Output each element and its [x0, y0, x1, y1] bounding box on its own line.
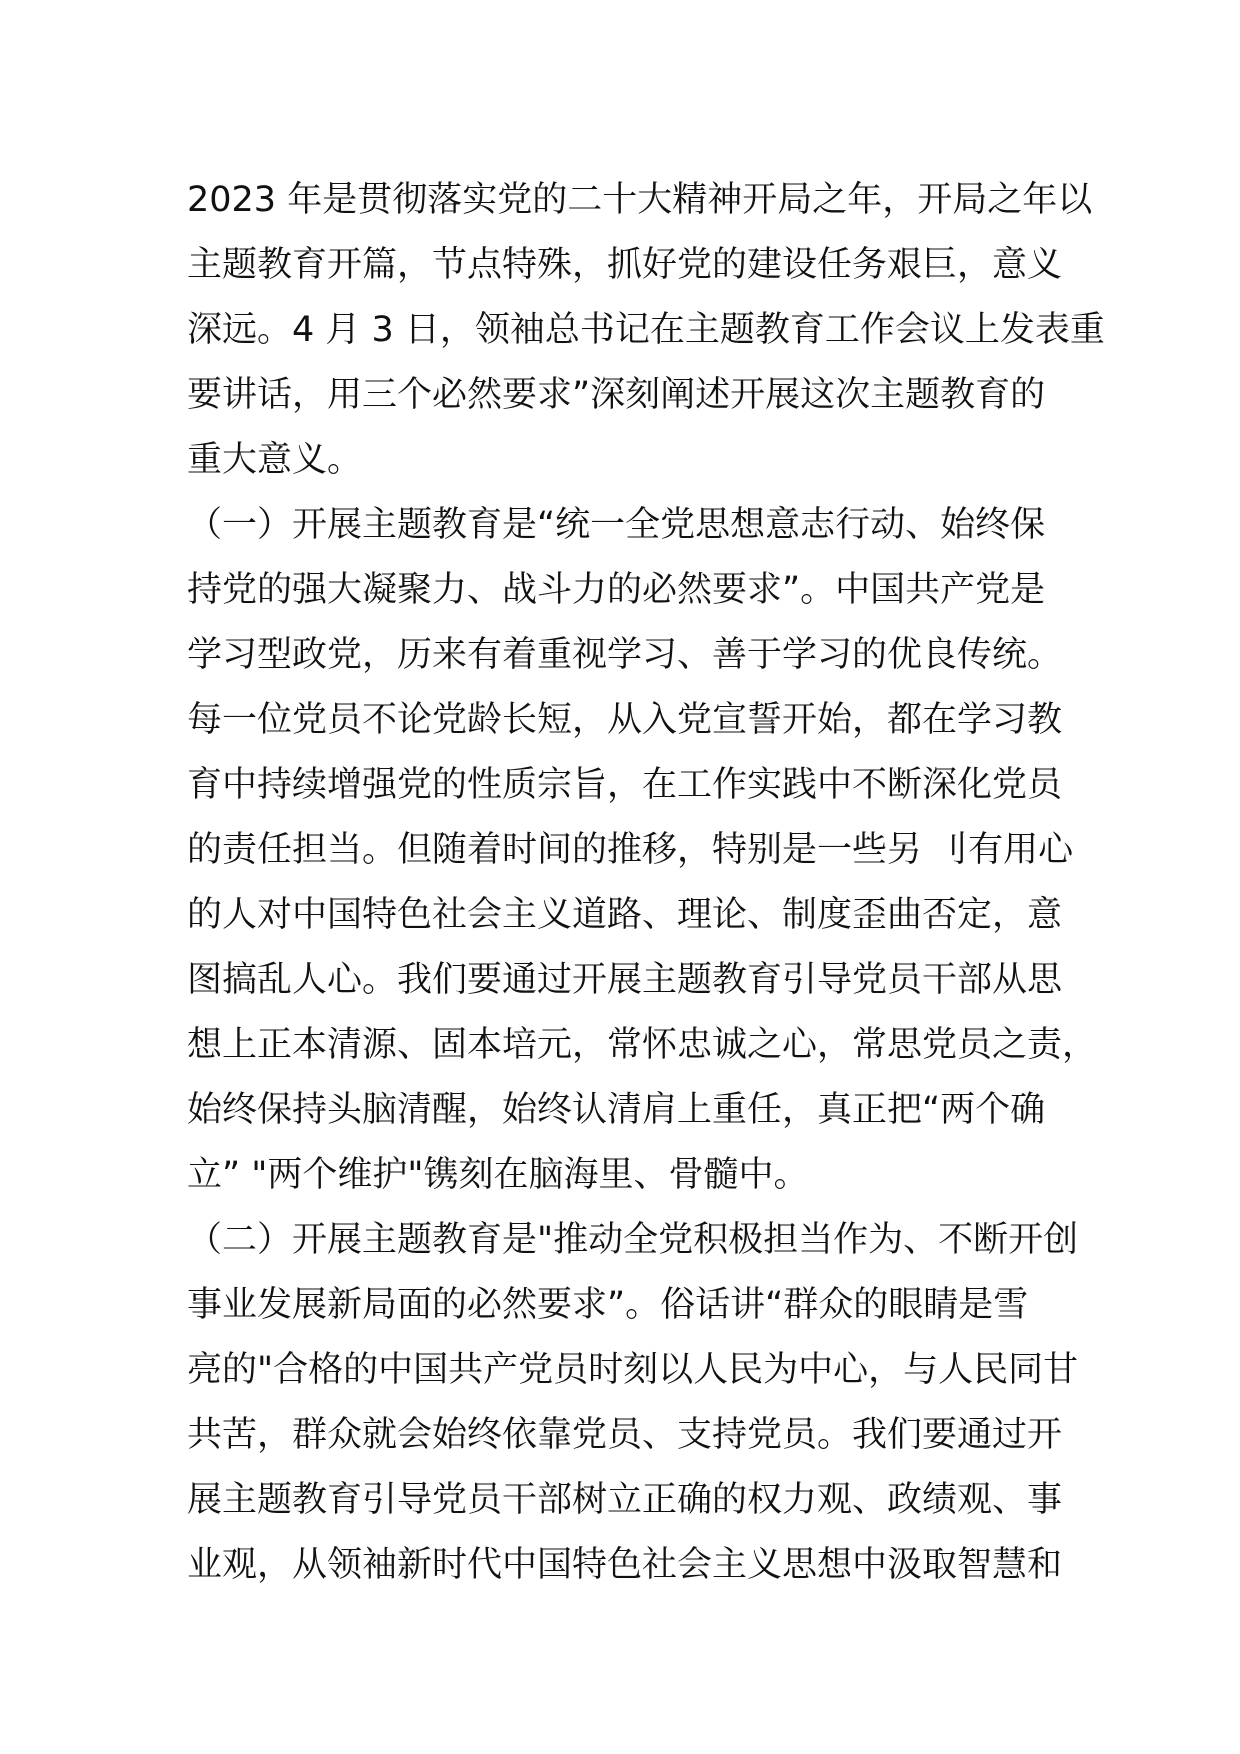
text-line: 图搞乱人心。我们要通过开展主题教育引导党员干部从思 [187, 960, 1063, 1000]
text-line: 每一位党员不论党龄长短，从入党宣誓开始，都在学习教 [187, 700, 1063, 740]
text-line: 学习型政党，历来有着重视学习、善于学习的优良传统。 [187, 635, 1063, 675]
section-heading-line: （二）开展主题教育是"推动全党积极担当作为、不断开创 [187, 1220, 1079, 1260]
section-heading-line: （一）开展主题教育是“统一全党思想意志行动、始终保 [187, 505, 1046, 545]
text-line: 立” "两个维护"镌刻在脑海里、骨髓中。 [187, 1155, 809, 1195]
text-line: 展主题教育引导党员干部树立正确的权力观、政绩观、事 [187, 1480, 1063, 1520]
text-line: 业观，从领袖新时代中国特色社会主义思想中汲取智慧和 [187, 1545, 1063, 1585]
text-line: 深远。4 月 3 日，领袖总书记在主题教育工作会议上发表重 [187, 310, 1105, 350]
text-line: 重大意义。 [187, 440, 363, 480]
text-line: 想上正本清源、固本培元，常怀忠诚之心，常思党员之责， [187, 1025, 1098, 1065]
text-line: 主题教育开篇，节点特殊，抓好党的建设任务艰巨，意义 [187, 245, 1063, 285]
text-line: 育中持续增强党的性质宗旨，在工作实践中不断深化党员 [187, 765, 1063, 805]
text-line: 亮的"合格的中国共产党员时刻以人民为中心，与人民同甘 [187, 1350, 1079, 1390]
text-line: 的人对中国特色社会主义道路、理论、制度歪曲否定，意 [187, 895, 1063, 935]
text-line: 始终保持头脑清醒，始终认清肩上重任，真正把“两个确 [187, 1090, 1046, 1130]
text-line: 要讲话，用三个必然要求”深刻阐述开展这次主题教育的 [187, 375, 1046, 415]
text-line: 持党的强大凝聚力、战斗力的必然要求”。中国共产党是 [187, 570, 1046, 610]
text-line: 2023 年是贯彻落实党的二十大精神开局之年，开局之年以 [187, 180, 1093, 220]
body-text [187, 168, 1105, 1598]
text-line: 共苦，群众就会始终依靠党员、支持党员。我们要通过开 [187, 1415, 1063, 1455]
text-line: 的责任担当。但随着时间的推移，特别是一些另 刂有用心 [187, 830, 1074, 870]
text-line: 事业发展新局面的必然要求”。俗话讲“群众的眼睛是雪 [187, 1285, 1029, 1325]
